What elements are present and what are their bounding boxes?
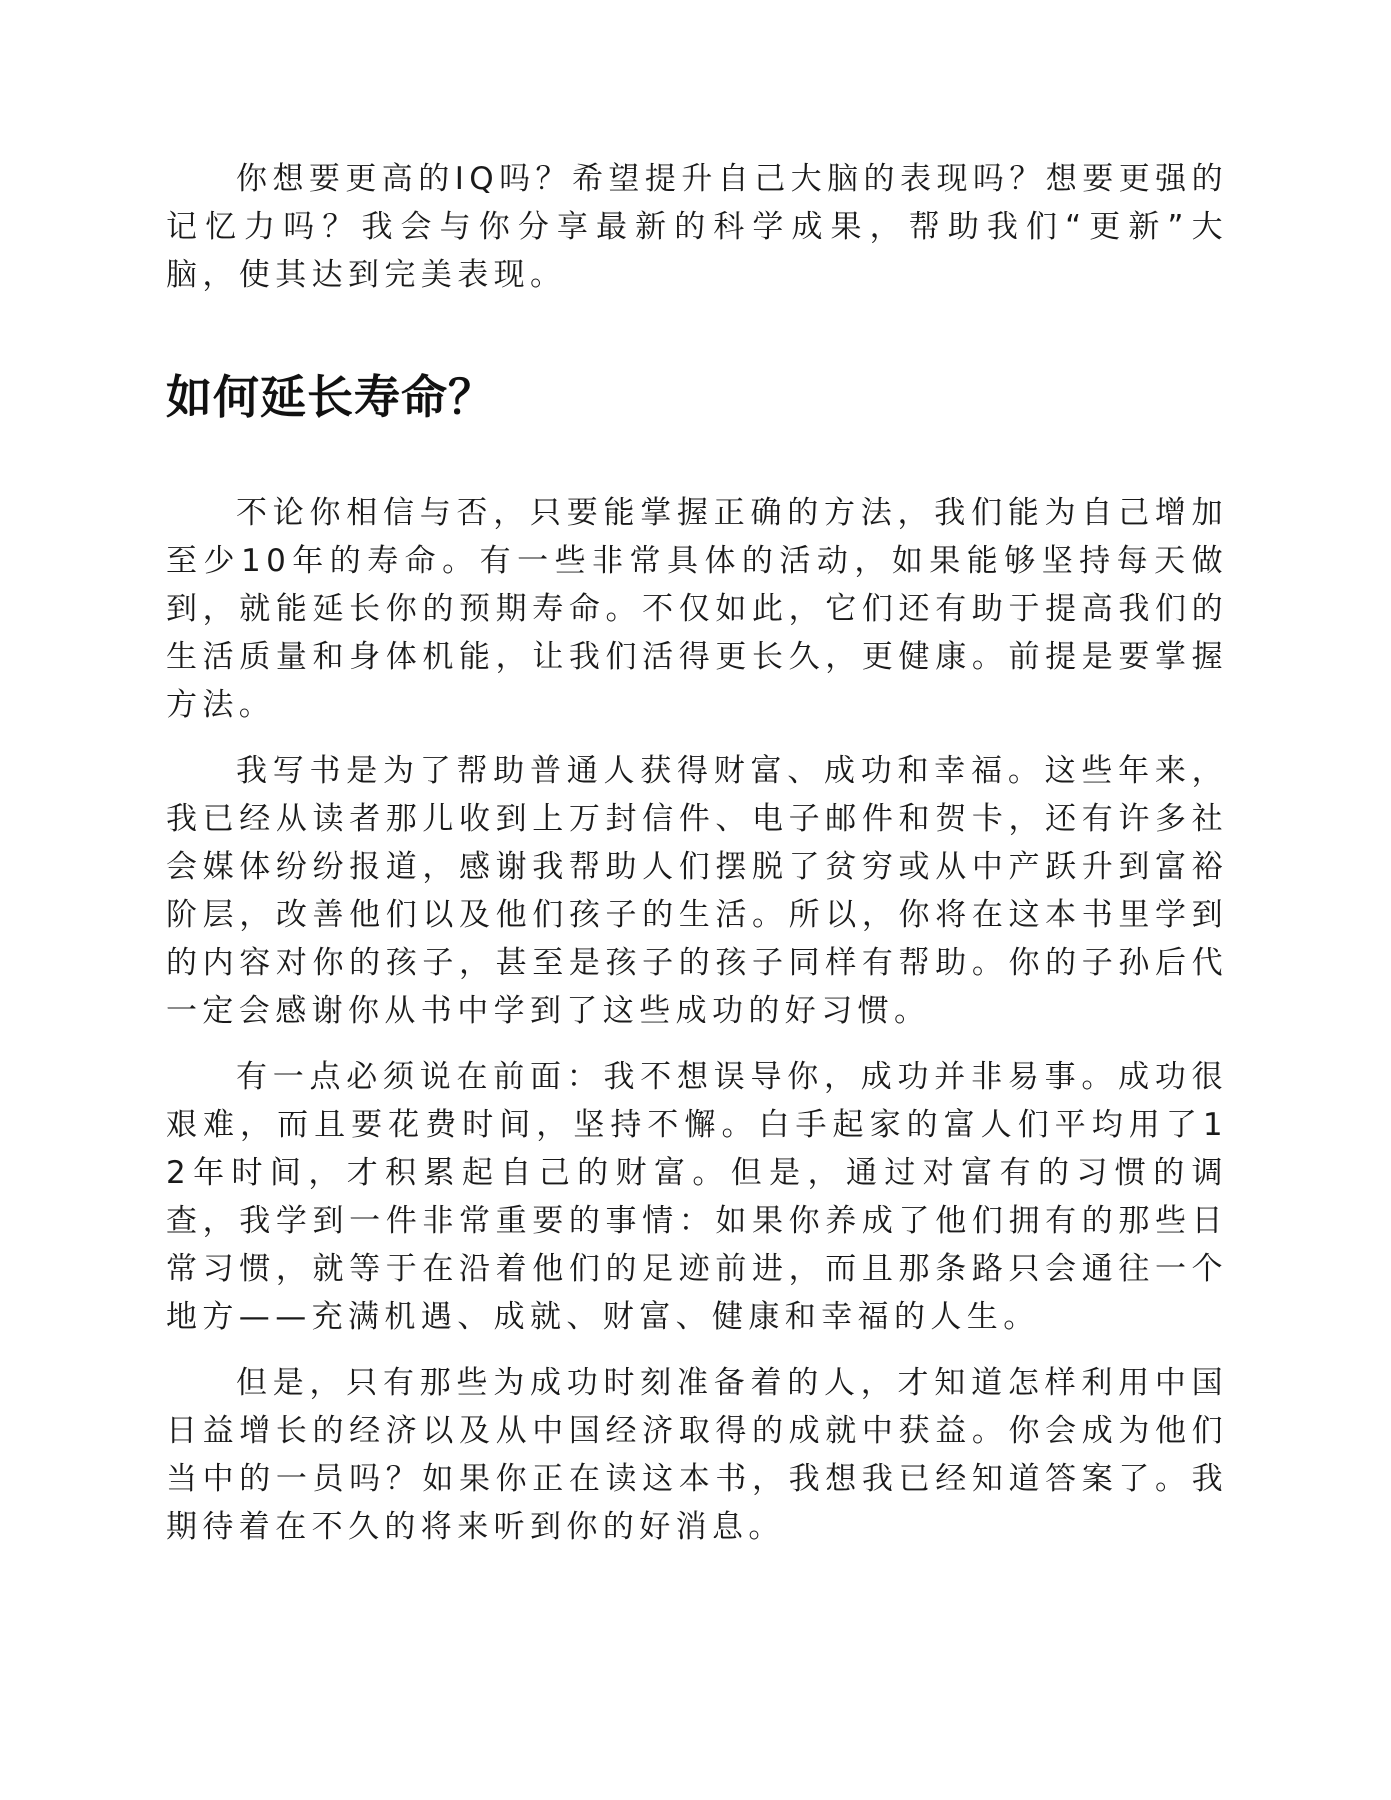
body-paragraph-3: 有一点必须说在前面：我不想误导你，成功并非易事。成功很艰难，而且要花费时间，坚持不懈。白手起家的富人们平均用了12年时间，才积累起自己的财富。但是，通过对富有的习惯的调查，我学到一件非常重要的事情：如果你养成了他们拥有的那些日常习惯，就等于在沿着他们的足迹前进，而且那条路只会通往一个地方——充满机遇、成就、财富、健康和幸福的人生。	[166, 1059, 1228, 1335]
document-page	[166, 155, 1228, 1569]
body-paragraph-4: 但是，只有那些为成功时刻准备着的人，才知道怎样利用中国日益增长的经济以及从中国经济取得的成就中获益。你会成为他们当中的一员吗？如果你正在读这本书，我想我已经知道答案了。我期待着在不久的将来听到你的好消息。	[166, 1365, 1228, 1545]
section-heading: 如何延长寿命？	[166, 370, 495, 424]
body-paragraph-2: 我写书是为了帮助普通人获得财富、成功和幸福。这些年来，我已经从读者那儿收到上万封信件、电子邮件和贺卡，还有许多社会媒体纷纷报道，感谢我帮助人们摆脱了贫穷或从中产跃升到富裕阶层，改善他们以及他们孩子的生活。所以，你将在这本书里学到的内容对你的孩子，甚至是孩子的孩子同样有帮助。你的子孙后代一定会感谢你从书中学到了这些成功的好习惯。	[166, 753, 1228, 1029]
body-paragraph-1: 不论你相信与否，只要能掌握正确的方法，我们能为自己增加至少10年的寿命。有一些非常具体的活动，如果能够坚持每天做到，就能延长你的预期寿命。不仅如此，它们还有助于提高我们的生活质量和身体机能，让我们活得更长久，更健康。前提是要掌握方法。	[166, 495, 1228, 723]
intro-paragraph: 你想要更高的IQ吗？希望提升自己大脑的表现吗？想要更强的记忆力吗？我会与你分享最新的科学成果，帮助我们“更新”大脑，使其达到完美表现。	[166, 161, 1228, 293]
